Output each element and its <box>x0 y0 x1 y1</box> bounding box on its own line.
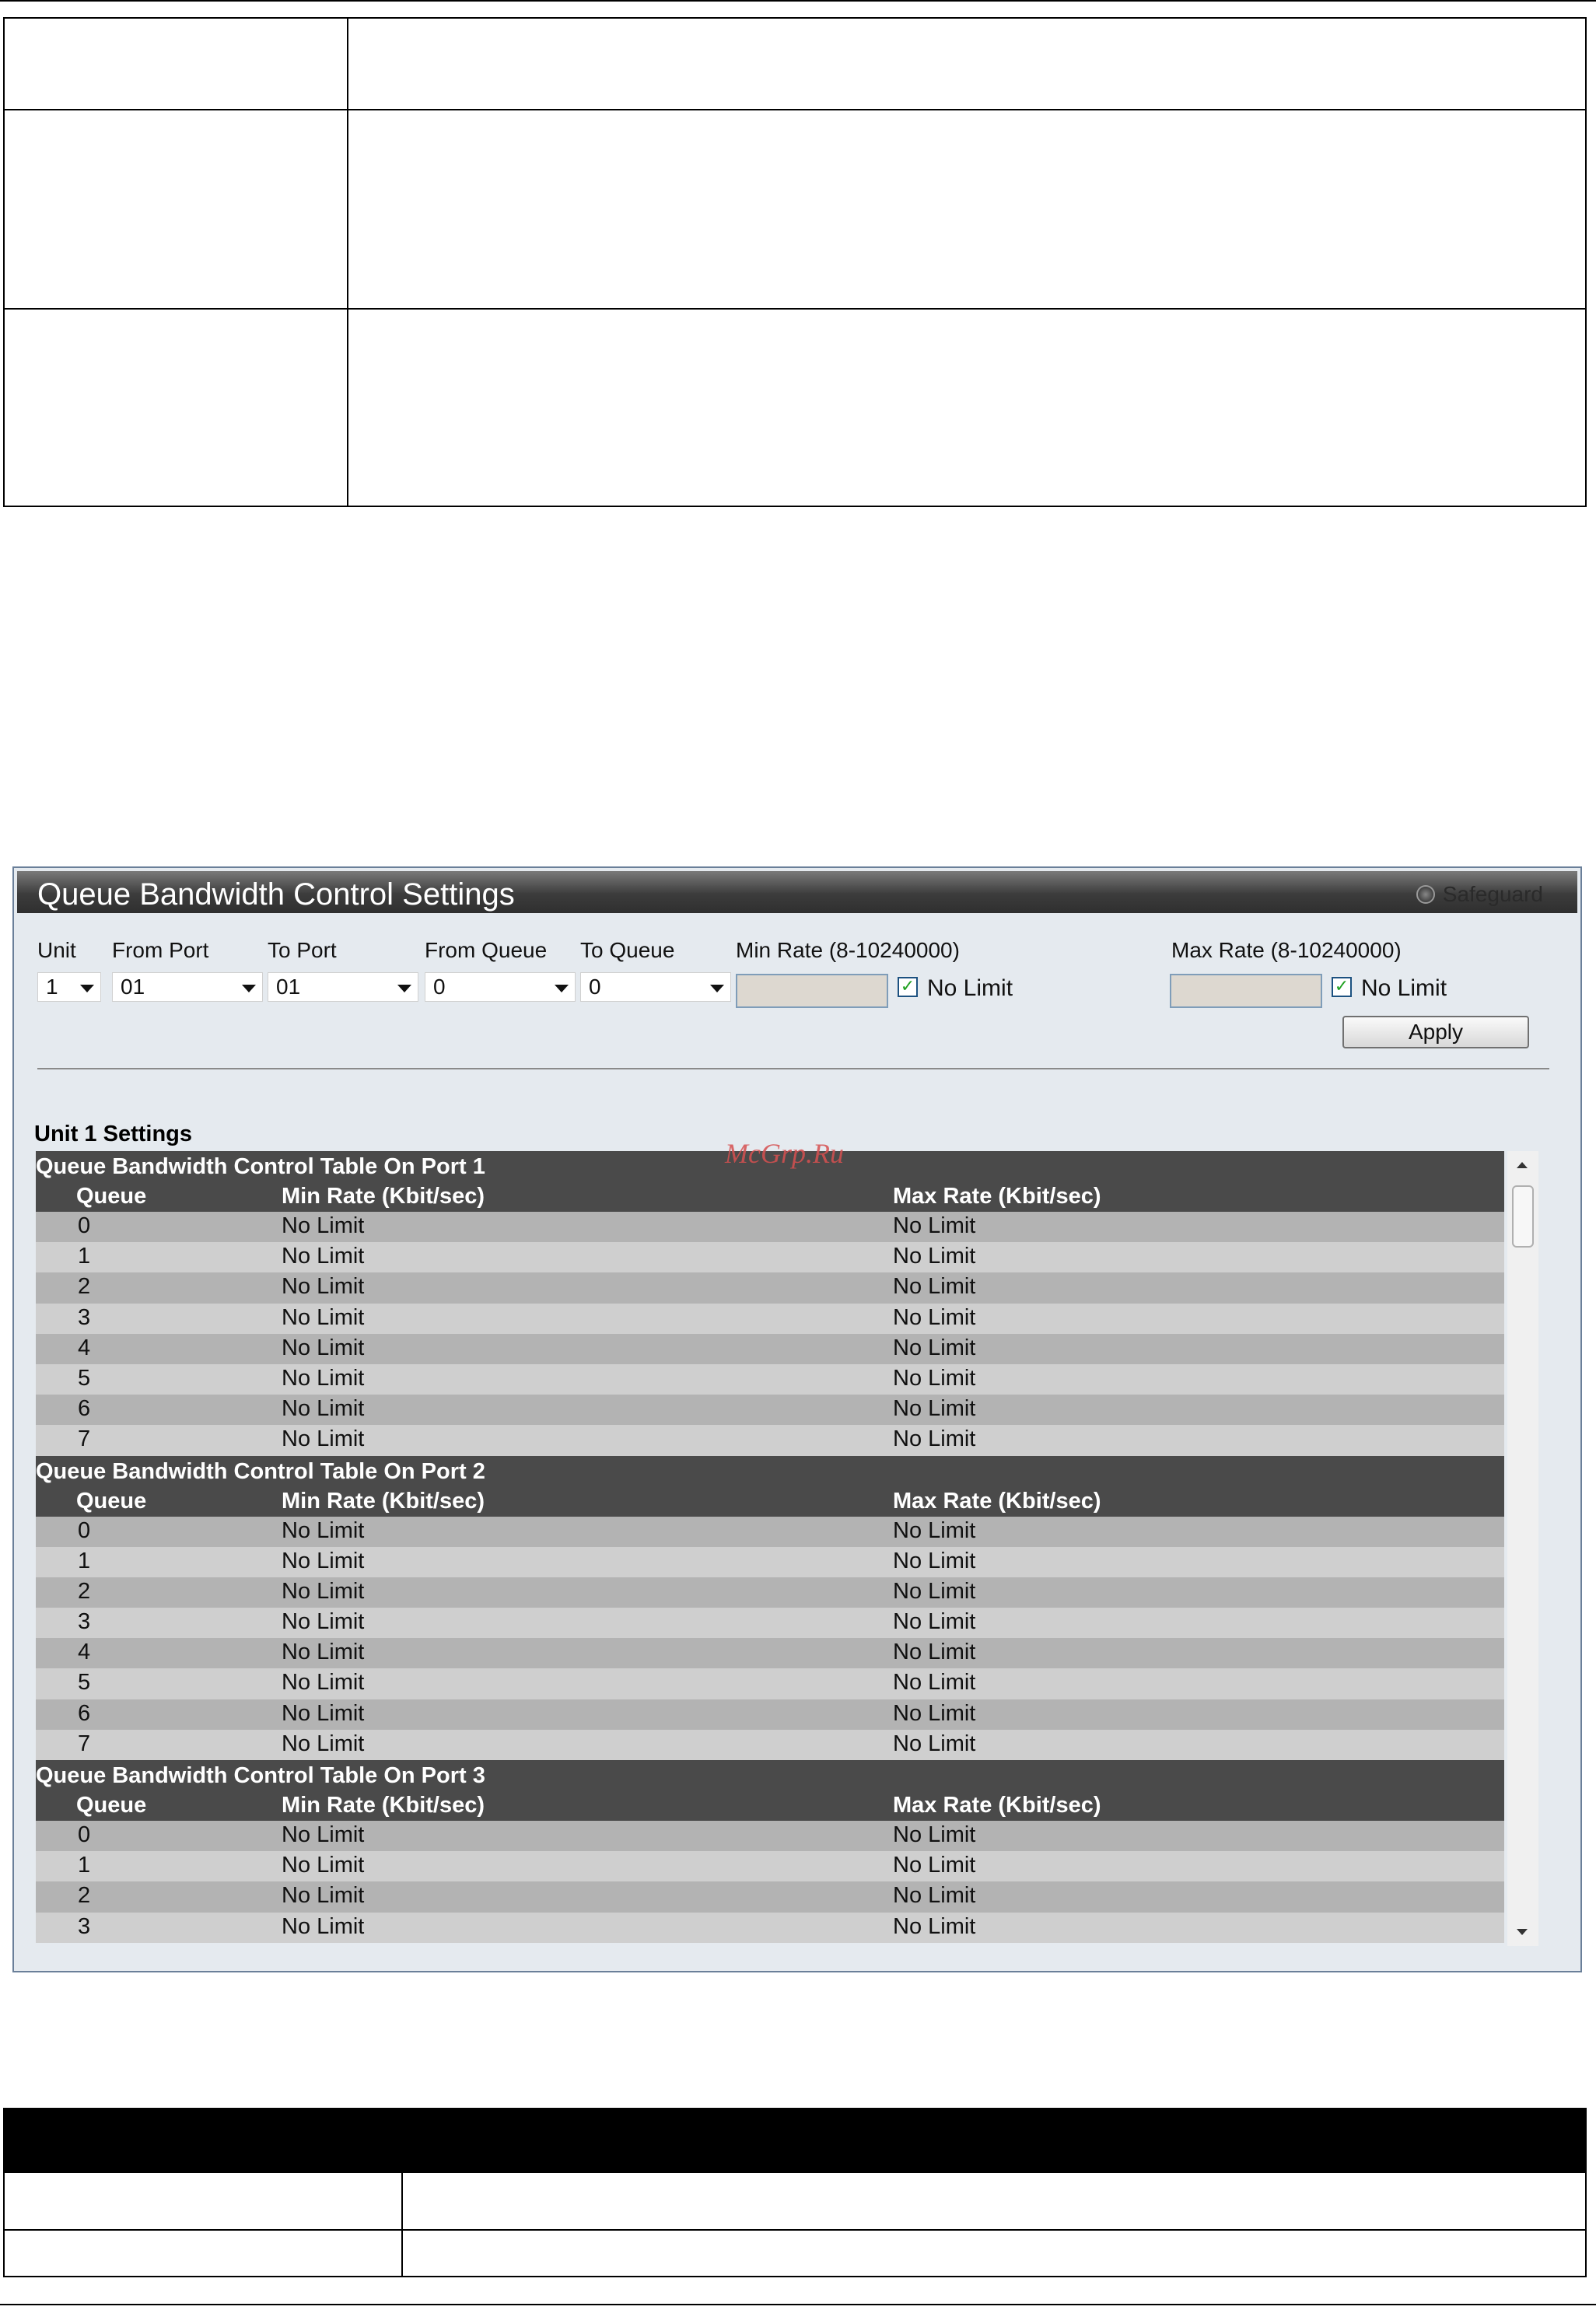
max-rate-column-header: Max Rate (Kbit/sec) <box>893 1488 1101 1514</box>
form-divider <box>37 1068 1549 1069</box>
queue-cell: 0 <box>78 1517 91 1543</box>
queue-cell: 0 <box>78 1822 91 1847</box>
queue-column-header: Queue <box>76 1793 147 1818</box>
vertical-scrollbar[interactable] <box>1507 1151 1538 1946</box>
table-row <box>36 1425 1504 1455</box>
queue-cell: 4 <box>78 1640 91 1665</box>
table-row <box>36 1821 1504 1851</box>
table-row <box>36 1699 1504 1730</box>
min-rate-cell: No Limit <box>282 1517 365 1543</box>
parameter-row <box>5 310 1585 507</box>
min-rate-cell: No Limit <box>282 1731 365 1756</box>
table-header-bar <box>5 2109 1585 2172</box>
queue-column-header: Queue <box>76 1488 147 1514</box>
watermark-text: McGrp.Ru <box>725 1138 844 1169</box>
status-dot-icon <box>1416 885 1435 904</box>
queue-cell: 4 <box>78 1335 91 1360</box>
arrow-up-icon[interactable] <box>1517 1162 1528 1168</box>
max-rate-cell: No Limit <box>893 1365 976 1391</box>
bandwidth-table-scroll-area[interactable] <box>36 1151 1504 1946</box>
max-rate-cell: No Limit <box>893 1609 976 1635</box>
max-rate-column-header: Max Rate (Kbit/sec) <box>893 1793 1101 1818</box>
max-rate-cell: No Limit <box>893 1731 976 1756</box>
check-icon: ✓ <box>1334 977 1349 996</box>
apply-button[interactable]: Apply <box>1342 1016 1529 1048</box>
min-rate-input[interactable] <box>736 974 888 1008</box>
from-port-select[interactable] <box>112 972 263 1002</box>
min-rate-cell: No Limit <box>282 1578 365 1604</box>
table-row <box>36 1395 1504 1425</box>
max-rate-cell: No Limit <box>893 1548 976 1573</box>
table-row <box>36 1608 1504 1638</box>
to-port-value: 01 <box>276 975 301 999</box>
max-rate-cell: No Limit <box>893 1700 976 1726</box>
chevron-down-icon <box>242 985 256 992</box>
check-icon: ✓ <box>900 977 915 996</box>
queue-cell: 6 <box>78 1396 91 1422</box>
table-row <box>36 1668 1504 1699</box>
safeguard-label: Safeguard <box>1442 882 1543 906</box>
port-table-title: Queue Bandwidth Control Table On Port 2 <box>36 1456 1504 1487</box>
queue-cell: 1 <box>78 1853 91 1878</box>
unit-select[interactable] <box>37 972 101 1002</box>
from-queue-select[interactable] <box>425 972 576 1002</box>
max-rate-column-header: Max Rate (Kbit/sec) <box>893 1184 1101 1209</box>
chevron-down-icon <box>555 985 569 992</box>
queue-cell: 6 <box>78 1700 91 1726</box>
min-rate-cell: No Limit <box>282 1913 365 1939</box>
parameter-row <box>5 2172 1585 2231</box>
min-rate-column-header: Min Rate (Kbit/sec) <box>282 1488 485 1514</box>
min-rate-label: Min Rate (8-10240000) <box>736 938 960 962</box>
table-row <box>36 1730 1504 1760</box>
port-table-title: Queue Bandwidth Control Table On Port 3 <box>36 1760 1504 1791</box>
table-row <box>36 1851 1504 1881</box>
queue-cell: 5 <box>78 1365 91 1391</box>
max-rate-cell: No Limit <box>893 1213 976 1238</box>
max-rate-cell: No Limit <box>893 1396 976 1422</box>
min-rate-cell: No Limit <box>282 1426 365 1452</box>
queue-cell: 7 <box>78 1426 91 1452</box>
min-rate-cell: No Limit <box>282 1883 365 1909</box>
table-header <box>36 1791 1504 1821</box>
max-rate-input[interactable] <box>1170 974 1322 1008</box>
max-rate-cell: No Limit <box>893 1244 976 1269</box>
table-row <box>36 1517 1504 1547</box>
max-rate-cell: No Limit <box>893 1426 976 1452</box>
arrow-down-icon[interactable] <box>1517 1929 1528 1935</box>
chevron-down-icon <box>397 985 411 992</box>
table-row <box>36 1881 1504 1912</box>
min-rate-cell: No Limit <box>282 1335 365 1360</box>
queue-cell: 3 <box>78 1913 91 1939</box>
table-row <box>36 1547 1504 1577</box>
min-rate-cell: No Limit <box>282 1304 365 1330</box>
scrollbar-thumb[interactable] <box>1512 1185 1534 1248</box>
min-no-limit-label: No Limit <box>927 975 1013 1001</box>
min-rate-cell: No Limit <box>282 1244 365 1269</box>
max-rate-cell: No Limit <box>893 1883 976 1909</box>
table-row <box>36 1242 1504 1272</box>
to-queue-label: To Queue <box>580 938 675 962</box>
from-port-value: 01 <box>121 975 145 999</box>
table-row <box>36 1913 1504 1943</box>
max-rate-cell: No Limit <box>893 1822 976 1847</box>
from-queue-label: From Queue <box>425 938 548 962</box>
max-rate-label: Max Rate (8-10240000) <box>1171 938 1402 962</box>
max-rate-cell: No Limit <box>893 1913 976 1939</box>
min-rate-column-header: Min Rate (Kbit/sec) <box>282 1793 485 1818</box>
max-rate-cell: No Limit <box>893 1517 976 1543</box>
from-port-label: From Port <box>112 938 209 962</box>
queue-cell: 3 <box>78 1609 91 1635</box>
table-row <box>36 1212 1504 1242</box>
min-rate-column-header: Min Rate (Kbit/sec) <box>282 1184 485 1209</box>
chevron-down-icon <box>710 985 724 992</box>
safeguard-indicator[interactable] <box>1416 882 1543 907</box>
bottom-rule <box>0 2304 1596 2305</box>
min-rate-cell: No Limit <box>282 1274 365 1300</box>
queue-cell: 1 <box>78 1548 91 1573</box>
port-table-title: Queue Bandwidth Control Table On Port 1 <box>36 1151 1504 1182</box>
unit-value: 1 <box>46 975 58 999</box>
min-rate-cell: No Limit <box>282 1822 365 1847</box>
table-divider <box>347 19 348 506</box>
max-rate-cell: No Limit <box>893 1853 976 1878</box>
parameter-row <box>5 19 1585 110</box>
parameter-table-bottom <box>3 2108 1587 2277</box>
table-row <box>36 1272 1504 1303</box>
queue-cell: 1 <box>78 1244 91 1269</box>
queue-cell: 0 <box>78 1213 91 1238</box>
max-no-limit-label: No Limit <box>1361 975 1447 1001</box>
title-bar <box>17 871 1577 913</box>
to-queue-select[interactable] <box>580 972 731 1002</box>
max-rate-cell: No Limit <box>893 1670 976 1696</box>
min-no-limit-checkbox[interactable] <box>898 977 918 997</box>
min-rate-cell: No Limit <box>282 1853 365 1878</box>
min-rate-cell: No Limit <box>282 1609 365 1635</box>
parameter-table-top <box>3 17 1587 507</box>
unit-settings-title: Unit 1 Settings <box>34 1122 193 1146</box>
to-port-label: To Port <box>268 938 337 962</box>
queue-cell: 7 <box>78 1731 91 1756</box>
table-row <box>36 1334 1504 1364</box>
parameter-row <box>5 110 1585 310</box>
queue-cell: 5 <box>78 1670 91 1696</box>
unit-label: Unit <box>37 938 76 962</box>
min-rate-cell: No Limit <box>282 1700 365 1726</box>
queue-cell: 2 <box>78 1883 91 1909</box>
max-rate-cell: No Limit <box>893 1578 976 1604</box>
min-rate-cell: No Limit <box>282 1670 365 1696</box>
to-queue-value: 0 <box>589 975 601 999</box>
table-header <box>36 1182 1504 1212</box>
queue-cell: 3 <box>78 1304 91 1330</box>
page-title: Queue Bandwidth Control Settings <box>37 877 515 912</box>
min-rate-cell: No Limit <box>282 1213 365 1238</box>
max-rate-cell: No Limit <box>893 1640 976 1665</box>
min-rate-cell: No Limit <box>282 1396 365 1422</box>
max-rate-cell: No Limit <box>893 1274 976 1300</box>
table-divider <box>401 2172 403 2276</box>
max-rate-cell: No Limit <box>893 1335 976 1360</box>
table-row <box>36 1577 1504 1608</box>
top-rule <box>0 0 1596 2</box>
table-row <box>36 1638 1504 1668</box>
from-queue-value: 0 <box>433 975 446 999</box>
queue-column-header: Queue <box>76 1184 147 1209</box>
table-header <box>36 1487 1504 1517</box>
parameter-row <box>5 2229 1585 2279</box>
max-rate-cell: No Limit <box>893 1304 976 1330</box>
queue-bandwidth-window <box>12 866 1582 1972</box>
min-rate-cell: No Limit <box>282 1365 365 1391</box>
queue-cell: 2 <box>78 1578 91 1604</box>
to-port-select[interactable] <box>268 972 418 1002</box>
chevron-down-icon <box>80 985 94 992</box>
max-no-limit-checkbox[interactable] <box>1332 977 1352 997</box>
table-row <box>36 1364 1504 1395</box>
queue-cell: 2 <box>78 1274 91 1300</box>
min-rate-cell: No Limit <box>282 1548 365 1573</box>
table-row <box>36 1304 1504 1334</box>
min-rate-cell: No Limit <box>282 1640 365 1665</box>
